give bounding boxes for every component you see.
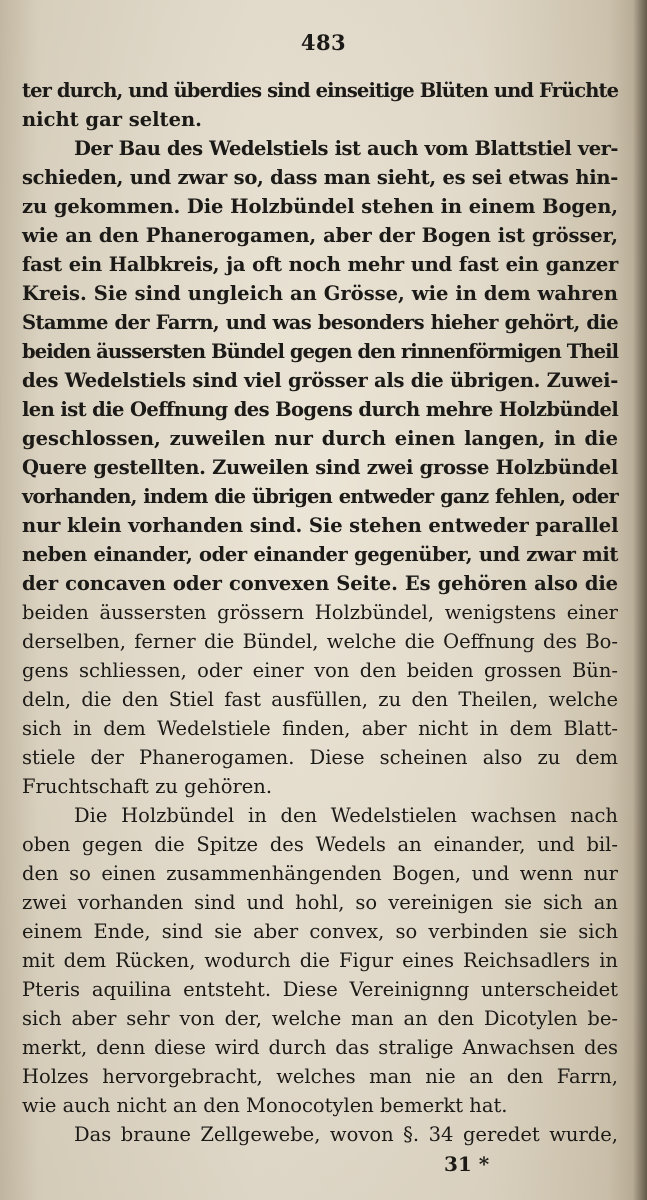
text-line: den so einen zusammenhängenden Bogen, und wenn nur [22, 862, 618, 885]
text-line: derselben, ferner die Bündel, welche die Oeffnung des Bo- [22, 630, 618, 653]
text-line: mit dem Rücken, wodurch die Figur eines Reichsadlers in [22, 949, 618, 972]
text-line: nur klein vorhanden sind. Sie stehen entweder parallel [22, 514, 619, 537]
text-line: Holzes hervorgebracht, welches man nie an den Farrn, [22, 1065, 618, 1088]
text-line: deln, die den Stiel fast ausfüllen, zu den Theilen, welche [22, 688, 618, 711]
page-edge-shadow [633, 0, 647, 1200]
text-line: Das braune Zellgewebe, wovon §. 34 geredet wurde, [74, 1123, 618, 1146]
text-line: Fruchtschaft zu gehören. [22, 775, 273, 798]
text-line: vorhanden, indem die übrigen entweder ganz fehlen, oder [22, 485, 618, 508]
text-line: beiden äussersten grössern Holzbündel, wenigstens einer [22, 601, 618, 624]
text-line: schieden, und zwar so, dass man sieht, es sei etwas hin- [22, 166, 618, 189]
text-line: len ist die Oeffnung des Bogens durch mehre Holzbündel [22, 398, 619, 421]
text-line: gens schliessen, oder einer von den beiden grossen Bün- [22, 659, 618, 682]
text-line: der concaven oder convexen Seite. Es gehören also die [22, 572, 618, 595]
text-line: einem Ende, sind sie aber convex, so verbinden sie sich [22, 920, 618, 943]
text-line: zu gekommen. Die Holzbündel stehen in einem Bogen, [22, 195, 618, 218]
text-line: sich in dem Wedelstiele finden, aber nicht in dem Blatt- [22, 717, 618, 740]
text-line: wie an den Phanerogamen, aber der Bogen ist grösser, [22, 224, 618, 247]
text-line: stiele der Phanerogamen. Diese scheinen also zu dem [22, 746, 618, 769]
text-line: des Wedelstiels sind viel grösser als die übrigen. Zuwei- [22, 369, 618, 392]
text-line: wie auch nicht an den Monocotylen bemerkt hat. [22, 1094, 508, 1117]
text-line: geschlossen, zuweilen nur durch einen langen, in die [22, 427, 618, 450]
text-line: zwei vorhanden sind und hohl, so vereinigen sie sich an [22, 891, 618, 914]
text-line: nicht gar selten. [22, 108, 202, 131]
text-line: sich aber sehr von der, welche man an den Dicotylen be- [22, 1007, 618, 1030]
text-line: beiden äussersten Bündel gegen den rinnenförmigen Theil [22, 340, 619, 363]
page-number: 483 [300, 30, 347, 55]
text-line: merkt, denn diese wird durch das stralige Anwachsen des [22, 1036, 618, 1059]
signature-mark: 31 * [444, 1152, 490, 1176]
text-line: Die Holzbündel in den Wedelstielen wachsen nach [74, 804, 618, 827]
text-line: Kreis. Sie sind ungleich an Grösse, wie in dem wahren [22, 282, 618, 305]
text-line: Pteris aquilina entsteht. Diese Vereinignng unterscheidet [22, 978, 618, 1001]
text-line: fast ein Halbkreis, ja oft noch mehr und fast ein ganzer [22, 253, 618, 276]
text-line: oben gegen die Spitze des Wedels an einander, und bil- [22, 833, 618, 856]
text-line: Der Bau des Wedelstiels ist auch vom Blattstiel ver- [74, 137, 618, 160]
text-line: ter durch, und überdies sind einseitige Blüten und Früchte [22, 79, 619, 102]
text-line: Quere gestellten. Zuweilen sind zwei grosse Holzbündel [22, 456, 618, 479]
text-line: Stamme der Farrn, und was besonders hieher gehört, die [22, 311, 618, 334]
text-line: neben einander, oder einander gegenüber, und zwar mit [22, 543, 618, 566]
body-text [22, 76, 618, 1149]
